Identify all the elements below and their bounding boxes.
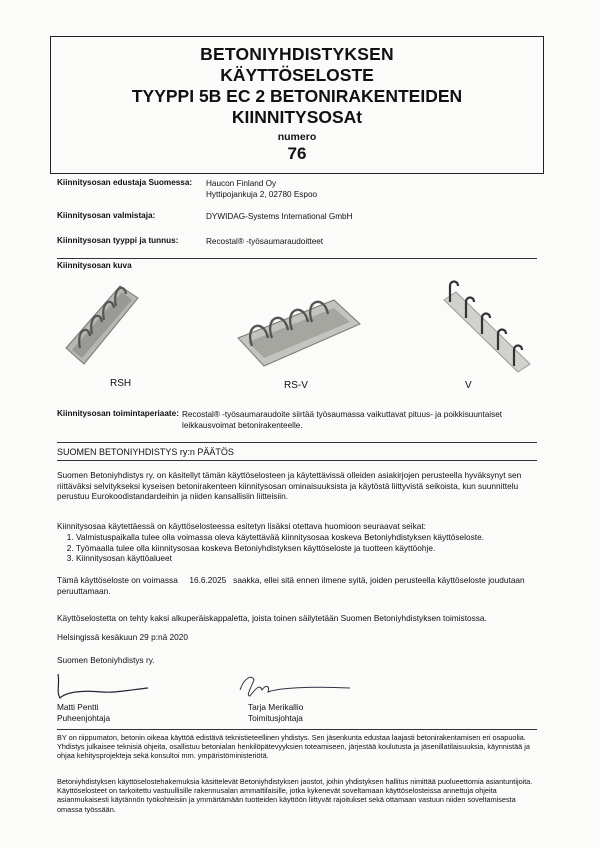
divider <box>57 258 537 259</box>
left-signatory-title: Puheenjohtaja <box>57 712 111 723</box>
rsh-caption: RSH <box>110 378 132 389</box>
left-signatory-name: Matti Pentti <box>57 702 99 712</box>
type-value: Recostal® -työsaumaraudoitteet <box>206 237 324 246</box>
rsh-product-image <box>62 278 142 374</box>
type-label: Kiinnitysosan tyyppi ja tunnus: <box>57 236 179 245</box>
decision-paragraph: Suomen Betoniyhdistys ry. on käsitellyt tämän käyttöselosteen ja käytettävissä olleiden asiakirjojen perusteella hyväksynyt sen riittäväksi selvitykseksi kyseisen betonirakenteen kiinnitysosan ominaisuuksista ja käytöstä liittyvistä seikoista, kun suunnittelu perustuu Eurokoodistandardeihin ja niiden kansallisiin liitteisiin. <box>57 470 522 502</box>
left-signature <box>52 668 152 704</box>
divider <box>57 729 537 730</box>
title-line-1: BETONIYHDISTYKSEN <box>200 44 394 64</box>
conditions-list <box>60 532 542 564</box>
right-signatory-title: Toimitusjohtaja <box>248 712 303 723</box>
v-caption: V <box>465 380 472 391</box>
footer-paragraph-1: BY on riippumaton, betonin oikeaa käyttöä edistävä teknistieteellinen yhdistys. Sen jäsenkunta edustaa laajasti betonirakentamisen eri osapuolia. Yhdistys julkaisee teknisiä ohjeita, osallistuu betonialan henkilöpätevyyksien toteamiseen, järjestää koulutusta ja jäsenillatilaisuuksia, käynnistää ja ohjaa kehitysprojekteja sekä konsultoi mm. ympäristöministeriötä. <box>57 733 530 761</box>
organization-name: Suomen Betoniyhdistys ry. <box>57 655 155 665</box>
footer-paragraph-2: Betoniyhdistyksen käyttöselostehakemuksia käsittelevät Betoniyhdistyksen jaostot, joihin yhdistyksen hallitus nimittää puolueettomia asiantuntijoita. Käyttöselosteet on tarkoitettu vastuullisille rakennusalan ammattilaisille, jotka kykenevät soveltamaan käyttöselosteissa annettuja ohjeita asianmukaisesti käytännön työkohteisiin ja ymmärtämään tuotteiden käyttöön liittyvät rajoitukset sekä ottamaan vastuun niiden soveltamisesta omassa työssään. <box>57 777 533 814</box>
validity-text: Tämä käyttöseloste on voimassa 16.6.2025 saakka, ellei sitä ennen ilmene syitä, joiden perusteella käyttöseloste joudutaan peruuttamaan. <box>57 575 527 596</box>
list-item: 1. Valmistuspaikalla tulee olla voimassa oleva käytettävää kiinnitysosaa koskeva Betoniyhdistyksen käyttöseloste. <box>76 532 542 543</box>
rep-label: Kiinnitysosan edustaja Suomessa: <box>57 178 193 187</box>
rep-value <box>206 178 317 200</box>
rsv-caption: RS-V <box>284 380 308 391</box>
title-line-4: KIINNITYSOSAt <box>231 107 363 127</box>
left-signatory <box>57 702 110 723</box>
rep-name: Haucon Finland Oy <box>206 179 277 188</box>
document-number: 76 <box>287 144 307 163</box>
rep-address: Hyttipojankuja 2, 02780 Espoo <box>206 190 318 199</box>
principle-text: Recostal® -työsaumaraudoite siirtää työsaumassa vaikuttavat pituus- ja poikkisuuntaiset leikkausvoimat betonirakenteelle. <box>182 410 503 430</box>
number-label: numero <box>277 131 317 143</box>
list-item: 2. Työmaalla tulee olla kiinnitysosaa koskeva Betoniyhdistyksen käyttöseloste ja tuotteen käyttöohje. <box>76 543 542 554</box>
list-item: 3. Kiinnitysosan käyttöalueet <box>76 553 542 564</box>
title-box <box>50 36 544 174</box>
place-date: Helsingissä kesäkuun 29 p:nä 2020 <box>57 632 188 642</box>
title-line-2: KÄYTTÖSELOSTE <box>220 65 374 85</box>
decision-heading: SUOMEN BETONIYHDISTYS ry:n PÄÄTÖS <box>57 447 234 457</box>
right-signature <box>230 668 370 704</box>
divider <box>57 442 537 443</box>
conditions-intro: Kiinnitysosaa käytettäessä on käyttöselosteessa esitetyn lisäksi otettava huomioon seuraavat seikat: <box>57 521 426 531</box>
divider <box>57 460 537 461</box>
image-label: Kiinnitysosan kuva <box>57 261 132 270</box>
copies-text: Käyttöselostetta on tehty kaksi alkuperäiskappaletta, joista toinen säilytetään Suomen Betoniyhdistyksen toimistossa. <box>57 613 487 623</box>
principle-label: Kiinnitysosan toimintaperiaate: <box>57 409 179 418</box>
rsv-product-image <box>234 280 364 380</box>
mfr-label: Kiinnitysosan valmistaja: <box>57 211 156 220</box>
mfr-value: DYWIDAG-Systems International GmbH <box>206 212 353 221</box>
title-line-3: TYYPPI 5B EC 2 BETONIRAKENTEIDEN <box>131 86 463 106</box>
v-product-image <box>440 278 532 374</box>
right-signatory-name: Tarja Merikallio <box>248 702 304 712</box>
right-signatory <box>248 702 303 723</box>
